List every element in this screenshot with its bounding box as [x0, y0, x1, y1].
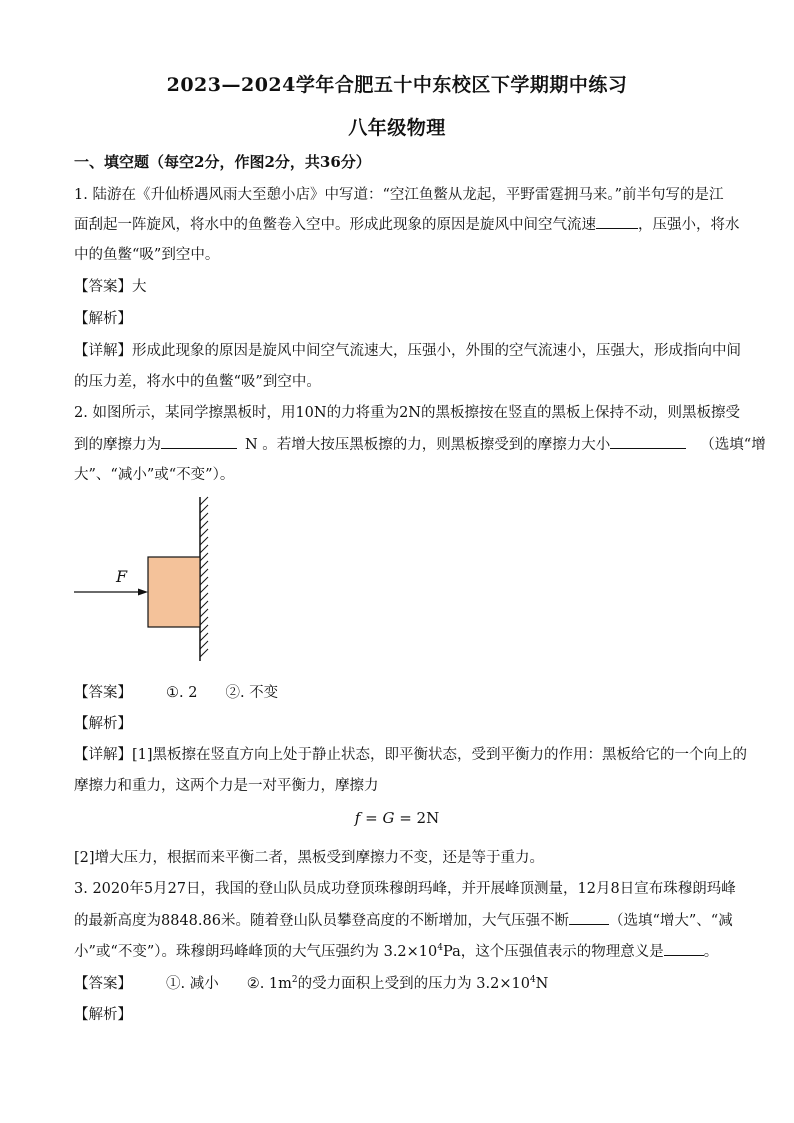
answer-text: 的受力面积上受到的压力为 3.2×10	[297, 976, 530, 992]
q2-blank1	[161, 434, 237, 449]
detail-text: [1]黑板擦在竖直方向上处于静止状态，即平衡状态，受到平衡力的作用：黑板给它的一个向上的	[132, 747, 748, 763]
q2-detail3: [2]增大压力，根据而来平衡二者，黑板受到摩擦力不变，还是等于重力。	[74, 850, 545, 866]
q3-analysis-tag: 【解析】	[74, 1007, 132, 1023]
q2-line3: 大”、“减小”或“不变”）。	[74, 467, 235, 483]
q1-blank	[596, 214, 638, 229]
q2-detail1	[74, 743, 747, 764]
eraser-block	[148, 557, 200, 627]
detail-text: 形成此现象的原因是旋风中间空气流速大，压强小，外围的空气流速小，压强大，形成指向中间	[132, 343, 741, 359]
q1-answer	[74, 275, 147, 296]
q3-answer	[74, 972, 548, 993]
q2-line1: 2. 如图所示，某同学擦黑板时，用10N的力将重为2N的黑板擦按在竖直的黑板上保持不动，则黑板擦受	[74, 405, 740, 421]
q3-line3	[74, 940, 718, 961]
section-heading: 一、填空题（每空2分，作图2分，共36分）	[74, 153, 371, 171]
document-subtitle: 八年级物理	[348, 117, 446, 139]
q3-line2	[74, 909, 733, 930]
q1-line1: 1. 陆游在《升仙桥遇风雨大至憩小店》中写道：“空江鱼鳖从龙起，平野雷霆拥马来。”前半句写的是江	[74, 187, 724, 203]
q1-line2	[74, 213, 740, 234]
blackboard-eraser-figure	[70, 493, 220, 665]
q2-line2	[74, 433, 766, 454]
q1-text: 面刮起一阵旋风，将水中的鱼鳖卷入空中。形成此现象的原因是旋风中间空气流速	[74, 217, 596, 233]
q2-detail2: 摩擦力和重力，这两个力是一对平衡力，摩擦力	[74, 778, 379, 794]
formula-g: G	[382, 809, 395, 827]
force-arrow-head	[138, 589, 148, 596]
q3-exponent: 4	[437, 943, 443, 954]
q3-text: （选填“增大”、“减	[608, 913, 733, 929]
answer-value-1: ①. 2	[166, 685, 198, 701]
answer-value-1: ①. 减小	[166, 976, 219, 992]
answer-value: 大	[132, 279, 147, 295]
answer-value-2: ②. 不变	[225, 685, 279, 701]
answer-value-2	[247, 976, 549, 992]
q3-text: 小”或“不变”）。珠穆朗玛峰峰顶的大气压强约为 3.2×10	[74, 944, 438, 960]
q2-answer	[74, 681, 278, 702]
formula-eq: =	[360, 809, 383, 827]
q2-text: N 。若增大按压黑板擦的力，则黑板擦受到的摩擦力大小	[245, 437, 611, 453]
document-title: 2023—2024学年合肥五十中东校区下学期期中练习	[166, 74, 628, 96]
detail-tag: 【详解】	[74, 747, 132, 763]
answer-tag: 【答案】	[74, 279, 132, 295]
q2-text: （选填“增	[700, 437, 766, 453]
q1-line3: 中的鱼鳖“吸”到空中。	[74, 247, 220, 263]
answer-tag: 【答案】	[74, 685, 132, 701]
answer-text: N	[535, 976, 549, 992]
formula-eq: = 2N	[394, 809, 440, 827]
friction-formula	[0, 809, 794, 827]
answer-text: ②. 1m	[246, 976, 292, 992]
formula-f: f	[354, 809, 361, 827]
answer-exponent: 2	[291, 975, 298, 986]
q3-blank1	[569, 910, 609, 925]
q1-analysis-tag: 【解析】	[74, 311, 132, 327]
q3-text: 的最新高度为8848.86米。随着登山队员攀登高度的不断增加，大气压强不断	[74, 913, 569, 929]
q3-text: 。	[703, 944, 719, 960]
q2-blank2	[610, 434, 686, 449]
detail-tag: 【详解】	[74, 343, 132, 359]
q2-analysis-tag: 【解析】	[74, 716, 132, 732]
q3-line1: 3. 2020年5月27日，我国的登山队员成功登顶珠穆朗玛峰，并开展峰顶测量，12月8日宣布珠穆朗玛峰	[74, 881, 736, 897]
q3-blank2	[664, 941, 704, 956]
q2-text: 到的摩擦力为	[74, 437, 161, 453]
answer-tag: 【答案】	[74, 976, 132, 992]
q3-text: Pa，这个压强值表示的物理意义是	[443, 944, 664, 960]
answer-exponent: 4	[529, 975, 536, 986]
q1-detail1	[74, 339, 741, 360]
q1-text: ，压强小，将水	[638, 217, 740, 233]
wall-hatching	[200, 497, 208, 657]
q1-detail2: 的压力差，将水中的鱼鳖“吸”到空中。	[74, 374, 321, 390]
force-label: F	[116, 567, 128, 586]
